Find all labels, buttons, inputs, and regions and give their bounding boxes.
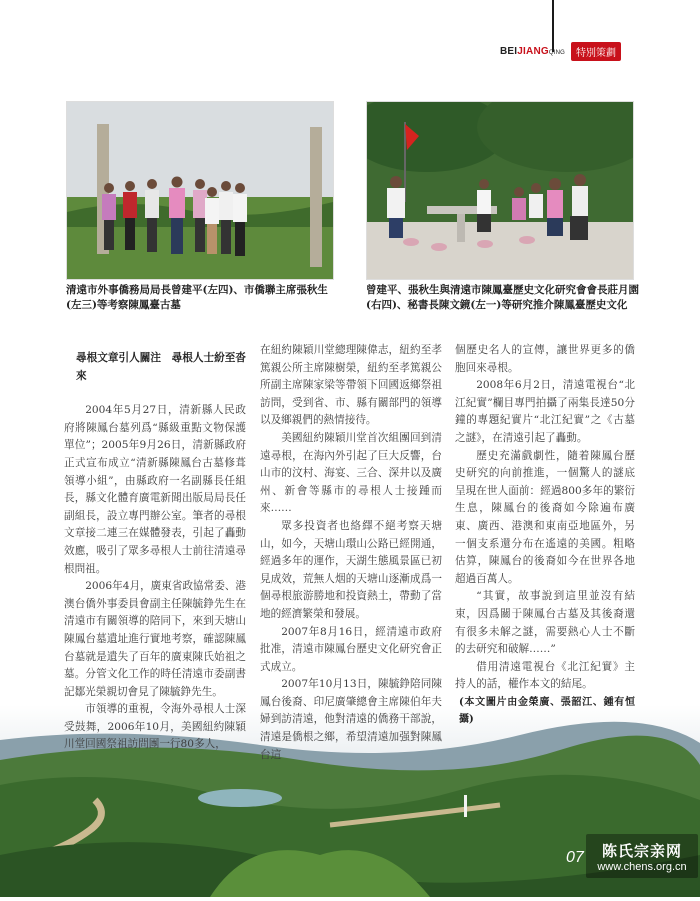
article-paragraph: “其實，故事說到這里並沒有結束，因爲關于陳鳳台古墓及其後裔還有很多未解之謎，需要熱心人士不斷的去研究和破解……” — [455, 590, 635, 656]
article-column-2 — [260, 342, 442, 764]
photo-caption-right: 曾建平、張秋生與清遠市陳鳳臺歷史文化研究會會長莊月園 (右四)、秘書長陳文鏡(左一)等研究推介陳鳳臺歷史文化 — [366, 284, 639, 311]
article-column-1 — [64, 350, 246, 754]
article-paragraph: 2007年8月16日，經清遠市政府批准，清遠市陳鳳台歷史文化研究會正式成立。 — [260, 625, 442, 673]
article-paragraph: 2006年4月，廣東省政協常委、港澳台僑外事委員會副主任陳毓錚先生在清遠市有關領導的陪同下，來到天塘山陳鳳台墓遺址進行實地考察，確認陳鳳台墓就是遺失了百年的廣東陳氏始祖之墓。分管文化工作的時任清遠市委副書記鄒光榮親切會見了陳毓錚先生。 — [64, 580, 247, 698]
brand-logo: BEIJIANGQING — [500, 45, 565, 57]
article-paragraph: 2004年5月27日，清新縣人民政府將陳鳳台墓列爲“縣級重點文物保護單位”；2005年9月26日，清新縣政府正式宣布成立“清新縣陳鳳台古墓修葺領導小組”，由縣政府一名副縣長任組長，縣文化體育廣電新聞出版局局長任副組長，設立專門辦公室。筆者的尋根文章接二連三在媒體發表，引起了轟動效應，吸引了眾多尋根人士前往清遠尋根問祖。 — [64, 404, 246, 575]
article-paragraph: 在紐約陳穎川堂總理陳偉志，紐約至孝篤親公所主席陳樹榮，紐約至孝篤親公所副主席陳家梁等帶領下回國返鄉祭祖訪問，受到省、市、縣有關部門的領導以及鄉親們的熱情接待。 — [260, 344, 442, 427]
section-tag: 特別策劃 — [571, 42, 621, 61]
article-paragraph: 2007年10月13日，陳毓錚陪同陳鳳台後裔、印尼廣肇總會主席陳伯年夫婦到訪清遠，他對清遠的僑務干部說，清遠是僑根之鄉，希望清遠加强對陳鳳台這 — [260, 678, 442, 761]
site-watermark — [586, 834, 698, 878]
article-subheading: 尋根文章引人關注 尋根人士紛至沓來 — [76, 352, 246, 382]
photo-caption-left: 清遠市外事僑務局局長曾建平(左四)、市僑聯主席張秋生 (左三)等考察陳鳳臺古墓 — [66, 284, 328, 311]
photo-tomb-visit — [66, 101, 334, 280]
article-paragraph: 2008年6月2日，清遠電視台“北江紀實”欄目專門拍攝了兩集長達50分鐘的專題紀實片“北江紀實”之《古墓之謎》，在清遠引起了轟動。 — [455, 379, 635, 444]
photo-research-meeting — [366, 101, 634, 280]
article-paragraph: 市領導的重視，令海外尋根人士深受鼓舞，2006年10月，美國紐約陳穎川堂回國祭祖訪問團一行80多人， — [64, 703, 246, 751]
article-paragraph: 眾多投資者也絡繹不絕考察天塘山，如今，天塘山環山公路已經開通，經過多年的運作，天湖生態風景區已初見成效，荒無人烟的天塘山逐漸成爲一個尋根旅游勝地和投資熱土，帶動了當地的經濟繁榮和發展。 — [260, 519, 442, 620]
page-number: 07 — [566, 849, 584, 866]
photo-credit: (本文圖片由金榮廣、張韶江、鍾有恒攝) — [459, 696, 635, 726]
watermark-title: 陈氏宗亲网 — [601, 841, 682, 860]
watermark-url: www.chens.org.cn — [597, 860, 687, 873]
article-paragraph: 歷史充滿戲劇性，隨着陳鳳台歷史研究的向前推進，一個驚人的謎底呈現在世人面前：經過800多年的繁衍生息，陳鳳台的後裔如今除遍布廣東、廣西、港澳和東南亞地區外，另一個支系還分布在遙遠的美國。粗略估算，陳鳳台的後裔如今在世界各地超過百萬人。 — [455, 449, 635, 585]
article-paragraph: 個歷史名人的宣傳，讓世界更多的僑胞回來尋根。 — [455, 344, 635, 374]
masthead — [500, 42, 621, 60]
article-paragraph: 美國紐約陳穎川堂首次組團回到清遠尋根，在海內外引起了巨大反響，台山市的汶村、海宴、三合、深井以及廣州、新會等縣市的尋根人士接踵而來…… — [260, 431, 442, 515]
article-paragraph: 借用清遠電視台《北江紀實》主持人的話，權作本文的結尾。 — [455, 660, 635, 691]
article-column-3 — [455, 342, 635, 729]
